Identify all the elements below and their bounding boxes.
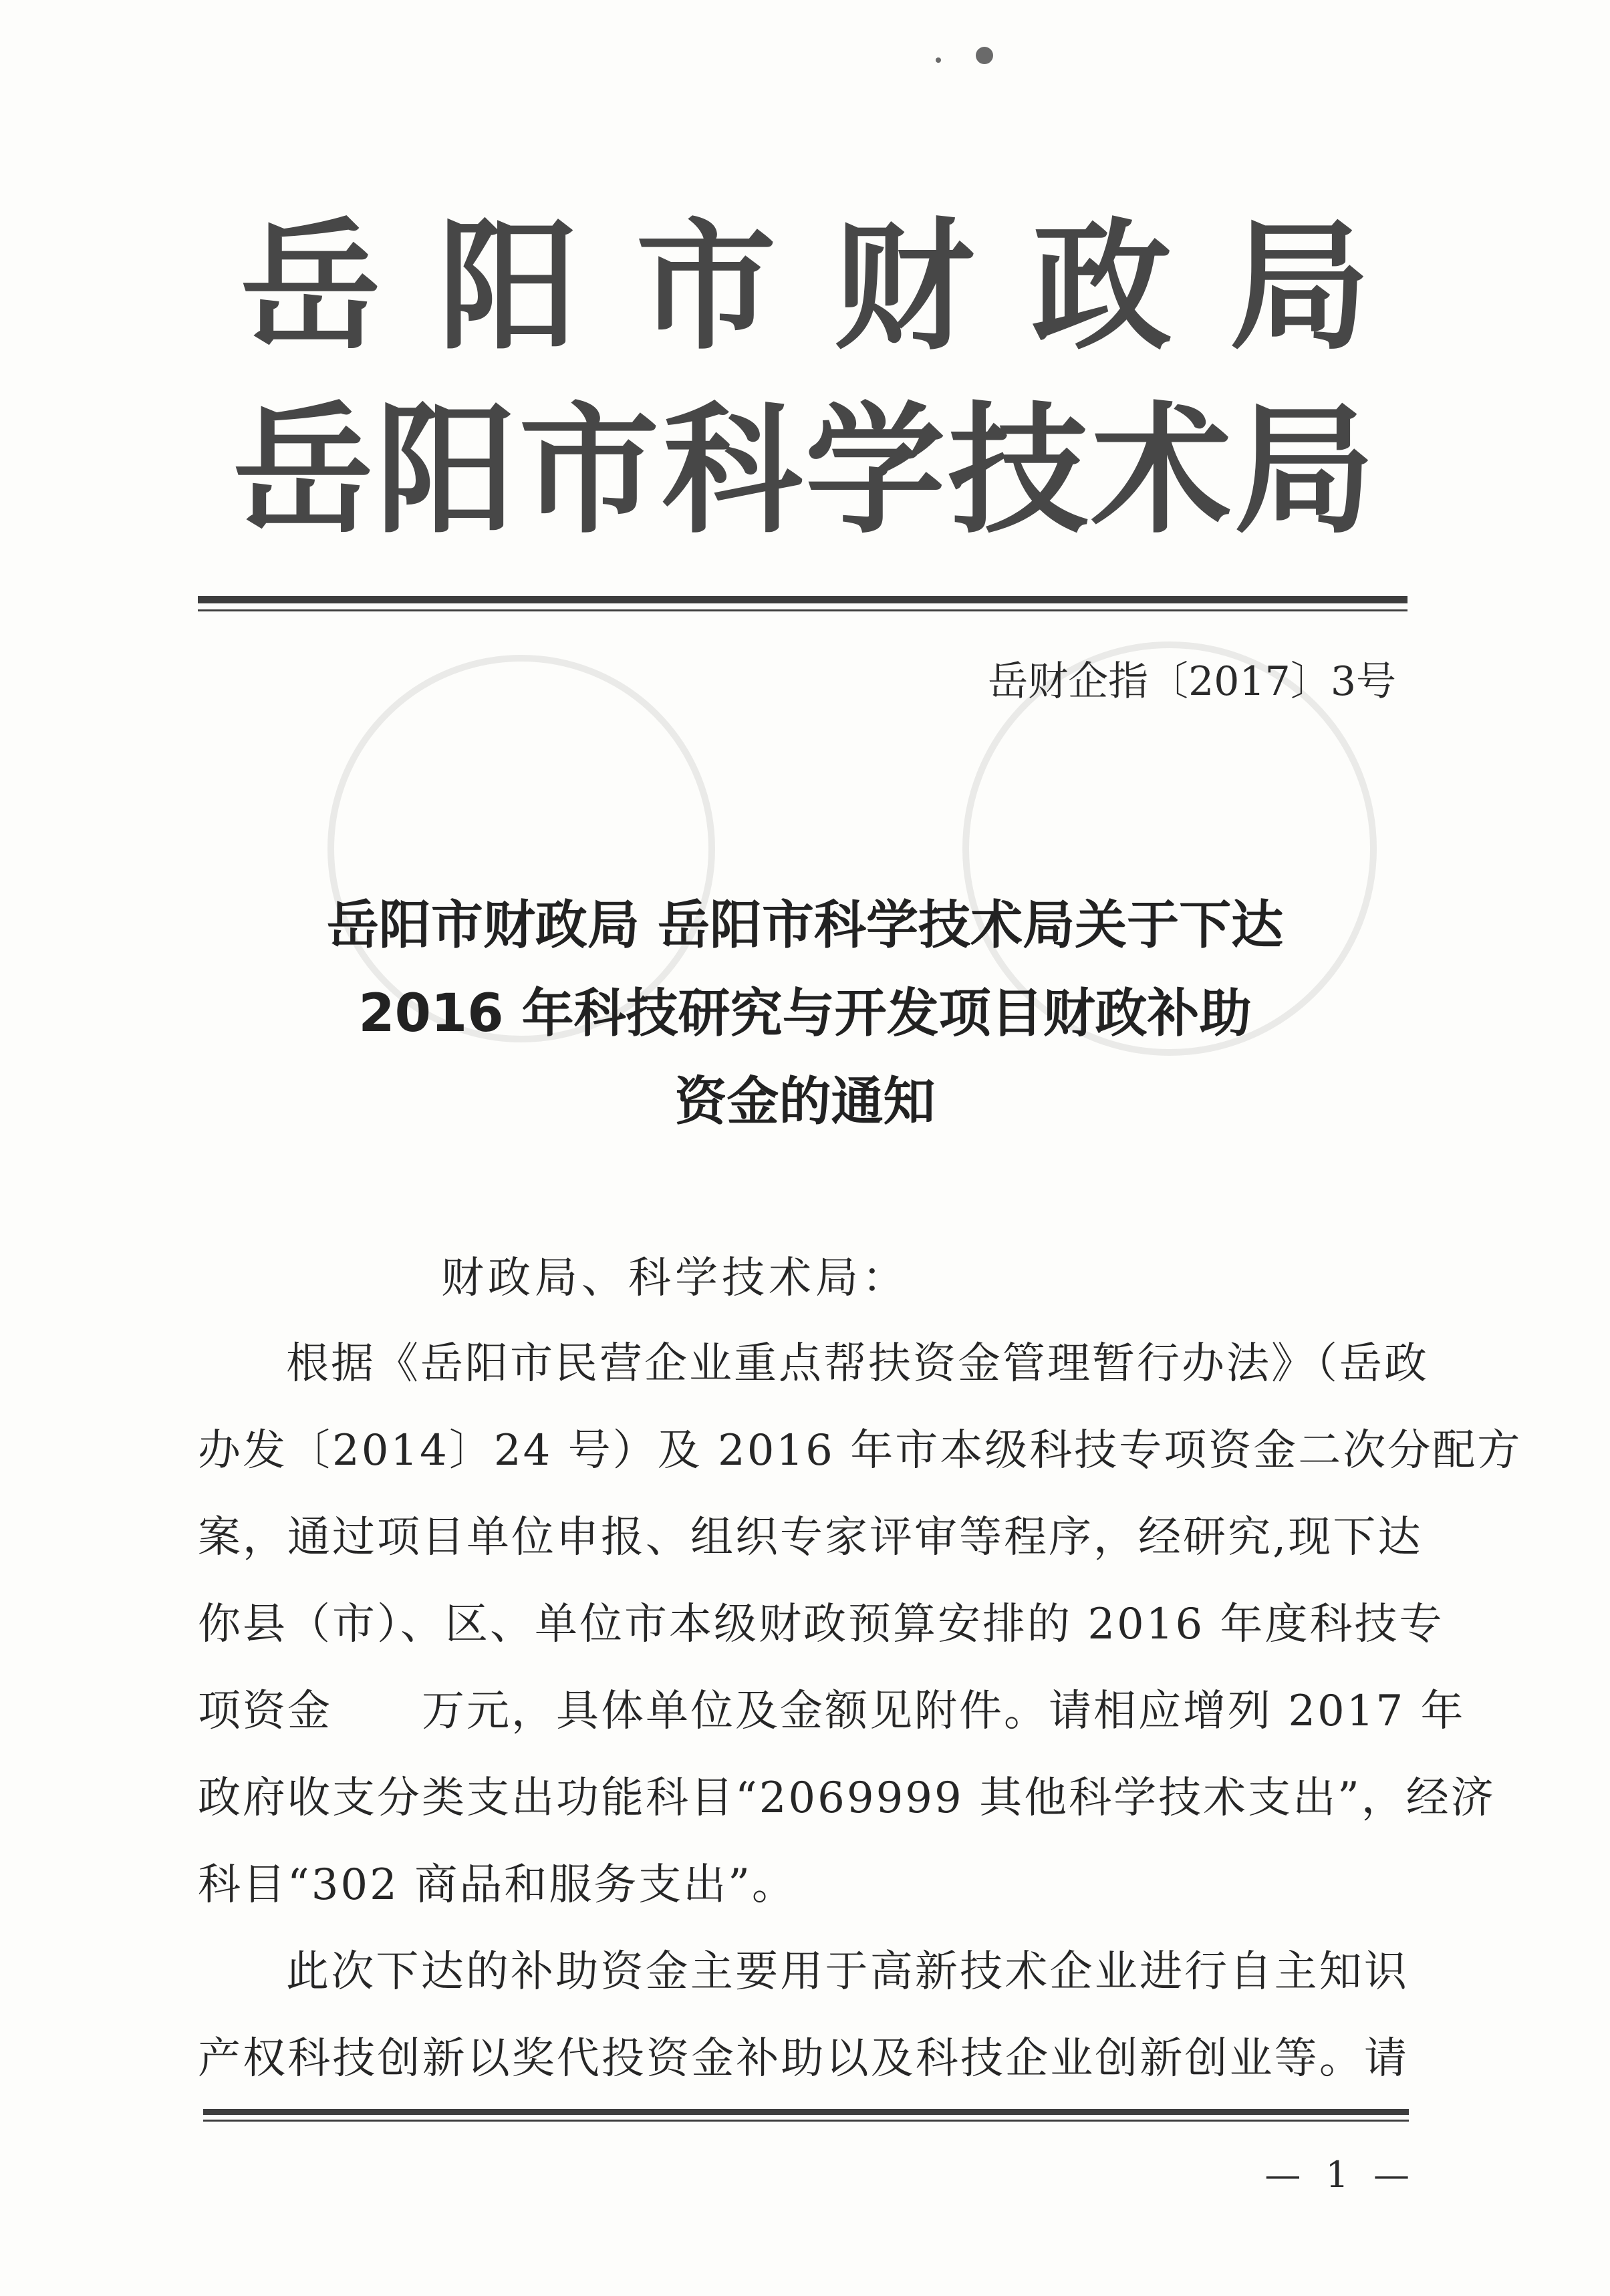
document-title-line-1: 岳阳市财政局 岳阳市科学技术局关于下达	[326, 895, 1284, 956]
body-text-line: 办发〔2014〕24 号）及 2016 年市本级科技专项资金二次分配方	[198, 1426, 1522, 1475]
scan-speck	[936, 57, 941, 63]
body-text-line: 案，通过项目单位申报、组织专家评审等程序，经研究,现下达	[198, 1513, 1423, 1562]
scan-speck	[976, 47, 993, 64]
body-text-line: 你县（市）、区、单位市本级财政预算安排的 2016 年度科技专	[198, 1600, 1444, 1649]
footer-rule	[203, 2109, 1409, 2115]
salutation: 财政局、科学技术局：	[441, 1254, 909, 1303]
letterhead-finance-bureau: 岳阳市财政局	[240, 205, 1428, 369]
body-text-line: 根据《岳阳市民营企业重点帮扶资金管理暂行办法》（岳政	[286, 1339, 1429, 1389]
body-text-line: 产权科技创新以奖代投资金补助以及科技企业创新创业等。请	[198, 2034, 1409, 2084]
header-rule	[198, 596, 1407, 603]
body-text-line: 政府收支分类支出功能科目“2069999 其他科学技术支出”，经济	[198, 1773, 1496, 1823]
page-number: — 1 —	[1264, 2154, 1416, 2196]
footer-rule-thin	[203, 2120, 1409, 2122]
body-text-line: 科目“302 商品和服务支出”。	[198, 1860, 797, 1910]
document-number: 岳财企指〔2017〕3号	[988, 658, 1396, 705]
document-title-line-2: 2016 年科技研究与开发项目财政补助	[358, 984, 1252, 1044]
header-rule-thin	[198, 609, 1407, 611]
letterhead-science-bureau: 岳阳市科学技术局	[233, 389, 1377, 553]
body-text-line: 此次下达的补助资金主要用于高新技术企业进行自主知识	[286, 1947, 1409, 1997]
document-title-line-3: 资金的通知	[674, 1072, 936, 1132]
body-text-line: 项资金 万元，具体单位及金额见附件。请相应增列 2017 年	[198, 1687, 1466, 1736]
